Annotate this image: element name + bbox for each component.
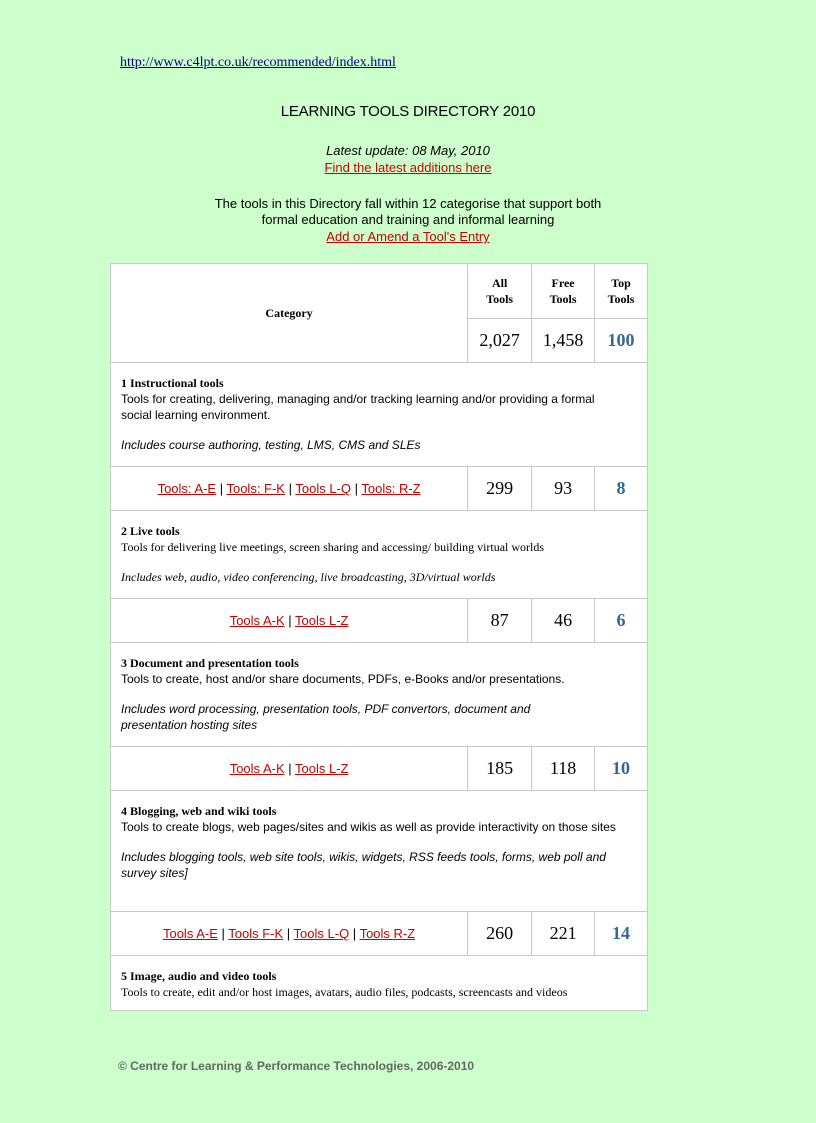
category-3-text: Tools to create, host and/or share documents, PDFs, e-Books and/or presentations. bbox=[121, 672, 565, 686]
header-free-tools bbox=[532, 264, 595, 319]
cat4-all-count: 260 bbox=[468, 912, 532, 956]
intro-text bbox=[0, 196, 816, 228]
cat4-tools-l-q-link[interactable]: Tools L-Q bbox=[293, 926, 350, 941]
category-5-text: Tools to create, edit and/or host images, avatars, audio files, podcasts, screencasts and videos bbox=[121, 985, 568, 999]
cat1-top-count: 8 bbox=[595, 467, 648, 511]
category-2-text: Tools for delivering live meetings, screen sharing and accessing/ building virtual worlds bbox=[121, 540, 545, 554]
category-4-includes: Includes blogging tools, web site tools, wikis, widgets, RSS feeds tools, forms, web poll and survey sites] bbox=[121, 850, 606, 880]
total-all-tools: 2,027 bbox=[468, 319, 532, 363]
add-amend-tool-link[interactable]: Add or Amend a Tool's Entry bbox=[326, 229, 490, 244]
category-5-name: 5 Image, audio and video tools bbox=[121, 969, 277, 983]
header-all-tools bbox=[468, 264, 532, 319]
category-3-description bbox=[111, 643, 648, 747]
cat2-tools-l-z-link[interactable]: Tools L-Z bbox=[295, 613, 349, 628]
category-4-name: 4 Blogging, web and wiki tools bbox=[121, 804, 277, 818]
header-top-tools bbox=[595, 264, 648, 319]
category-1-description bbox=[111, 363, 648, 467]
category-2-links: Tools A-K | Tools L-Z bbox=[111, 599, 468, 643]
category-2-includes: Includes web, audio, video conferencing, live broadcasting, 3D/virtual worlds bbox=[121, 570, 496, 584]
cat2-free-count: 46 bbox=[532, 599, 595, 643]
cat4-tools-r-z-link[interactable]: Tools R-Z bbox=[359, 926, 416, 941]
header-category: Category bbox=[111, 264, 468, 363]
cat1-tools-r-z-link[interactable]: Tools: R-Z bbox=[361, 481, 421, 496]
category-5-description bbox=[111, 956, 648, 1011]
category-3-includes: Includes word processing, presentation tools, PDF convertors, document and presentation hosting sites bbox=[121, 702, 531, 732]
cat4-free-count: 221 bbox=[532, 912, 595, 956]
header-all-tools-label: All Tools bbox=[486, 276, 514, 306]
total-free-tools: 1,458 bbox=[532, 319, 595, 363]
cat4-top-count: 14 bbox=[595, 912, 648, 956]
intro-line-2: formal education and training and informal learning bbox=[261, 212, 555, 227]
cat1-tools-f-k-link[interactable]: Tools: F-K bbox=[226, 481, 285, 496]
latest-update: Latest update: 08 May, 2010 bbox=[326, 143, 490, 158]
category-2-name: 2 Live tools bbox=[121, 524, 180, 538]
cat3-tools-a-k-link[interactable]: Tools A-K bbox=[229, 761, 285, 776]
copyright-footer: © Centre for Learning & Performance Technologies, 2006-2010 bbox=[118, 1059, 475, 1073]
category-4-description bbox=[111, 791, 648, 912]
cat3-top-count: 10 bbox=[595, 747, 648, 791]
header-free-tools-label: Free Tools bbox=[549, 276, 577, 306]
category-2-description bbox=[111, 511, 648, 599]
cat1-tools-a-e-link[interactable]: Tools: A-E bbox=[157, 481, 217, 496]
cat1-free-count: 93 bbox=[532, 467, 595, 511]
category-1-links: Tools: A-E | Tools: F-K | Tools L-Q | Tools: R-Z bbox=[111, 467, 468, 511]
category-1-includes: Includes course authoring, testing, LMS, CMS and SLEs bbox=[121, 438, 421, 452]
category-4-links: Tools A-E | Tools F-K | Tools L-Q | Tools R-Z bbox=[111, 912, 468, 956]
cat2-tools-a-k-link[interactable]: Tools A-K bbox=[229, 613, 285, 628]
page-title: LEARNING TOOLS DIRECTORY 2010 bbox=[280, 103, 536, 120]
cat3-tools-l-z-link[interactable]: Tools L-Z bbox=[295, 761, 349, 776]
category-1-text: Tools for creating, delivering, managing and/or tracking learning and/or providing a formal social learning environment. bbox=[121, 392, 595, 422]
cat4-tools-f-k-link[interactable]: Tools F-K bbox=[228, 926, 284, 941]
cat3-free-count: 118 bbox=[532, 747, 595, 791]
category-1-name: 1 Instructional tools bbox=[121, 376, 224, 390]
latest-additions-link[interactable]: Find the latest additions here bbox=[324, 160, 492, 175]
category-3-name: 3 Document and presentation tools bbox=[121, 656, 299, 670]
header-top-tools-label: Top Tools bbox=[607, 276, 635, 306]
category-4-text: Tools to create blogs, web pages/sites and wikis as well as provide interactivity on those sites bbox=[121, 820, 616, 834]
intro-line-1: The tools in this Directory fall within 12 categorise that support both bbox=[214, 196, 602, 211]
total-top-tools: 100 bbox=[595, 319, 648, 363]
cat1-tools-l-q-link[interactable]: Tools L-Q bbox=[295, 481, 351, 496]
source-url-link[interactable]: http://www.c4lpt.co.uk/recommended/index.html bbox=[120, 55, 396, 70]
cat2-top-count: 6 bbox=[595, 599, 648, 643]
cat3-all-count: 185 bbox=[468, 747, 532, 791]
cat2-all-count: 87 bbox=[468, 599, 532, 643]
tools-directory-table bbox=[110, 263, 648, 1011]
cat1-all-count: 299 bbox=[468, 467, 532, 511]
cat4-tools-a-e-link[interactable]: Tools A-E bbox=[162, 926, 218, 941]
category-3-links: Tools A-K | Tools L-Z bbox=[111, 747, 468, 791]
